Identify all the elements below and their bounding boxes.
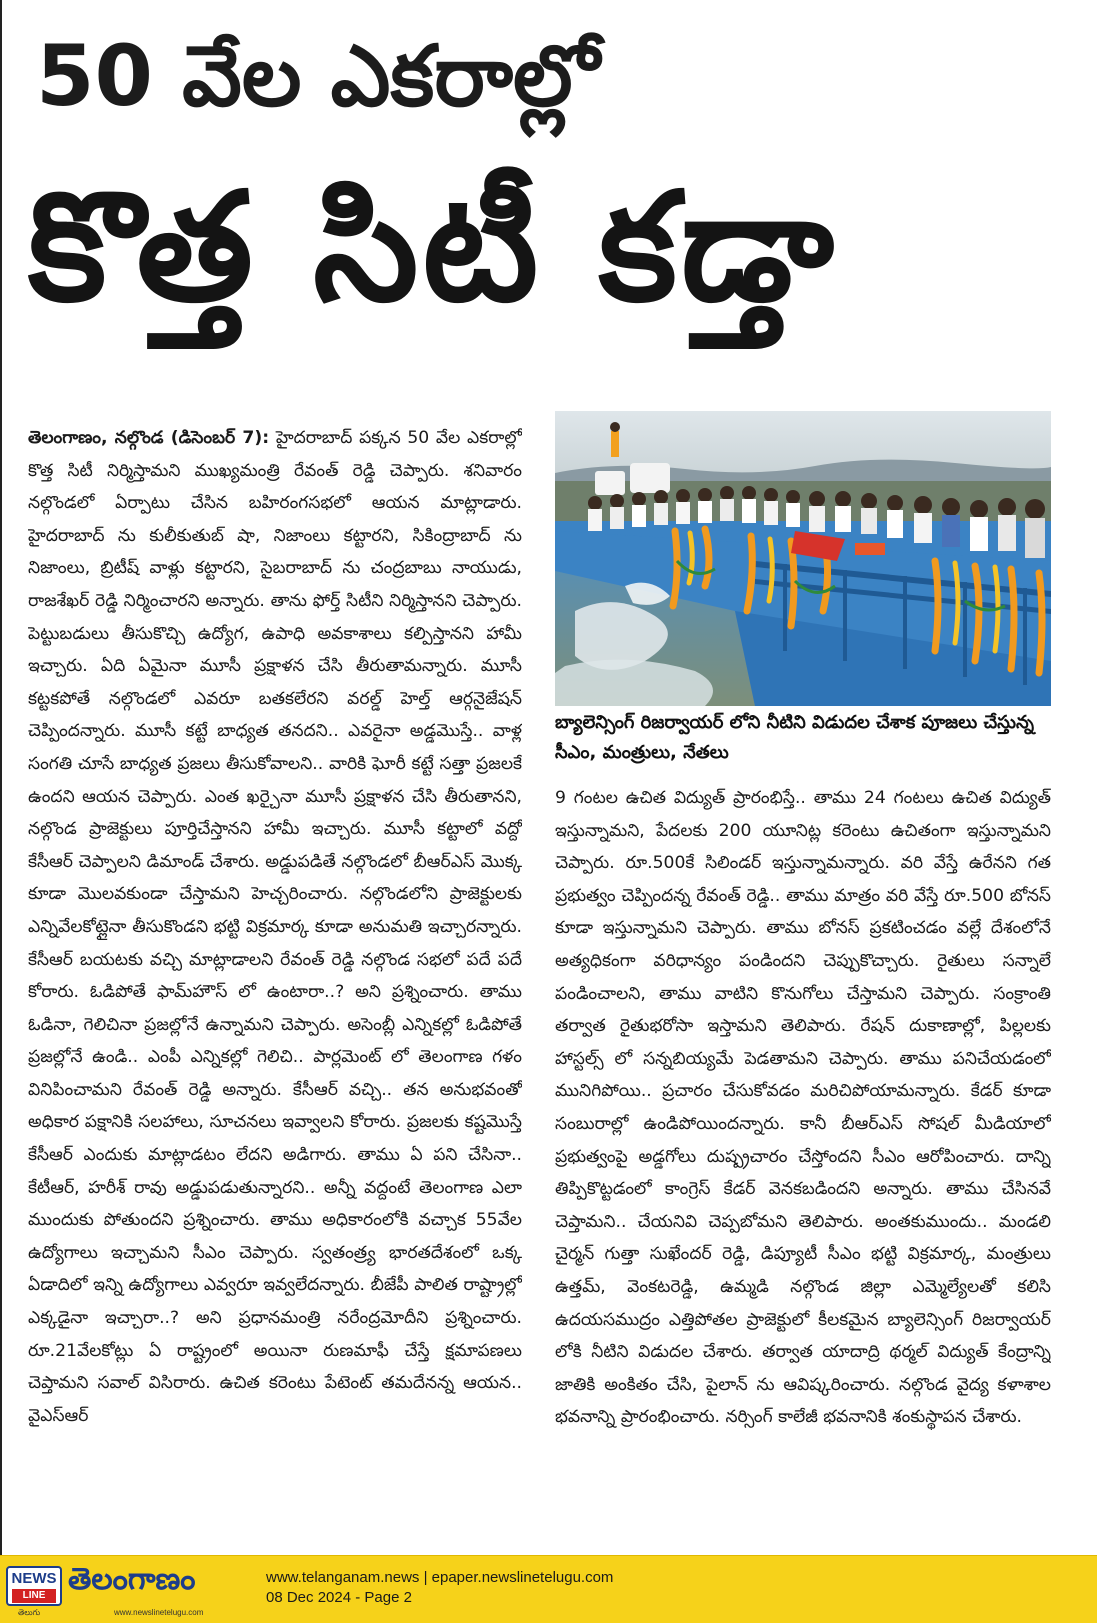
article-left-column (28, 422, 522, 1532)
news-photo (555, 411, 1051, 706)
footer-links[interactable]: www.telanganam.news | epaper.newslinetelugu.com (266, 1569, 614, 1586)
footer-info (266, 1568, 613, 1608)
footer-date-page: 08 Dec 2024 - Page 2 (266, 1589, 412, 1606)
logo-telugu-text: తెలుగు (18, 1608, 41, 1617)
news-line-badge (6, 1566, 62, 1606)
newsline-logo[interactable] (6, 1562, 246, 1618)
logo-line-text: LINE (12, 1589, 56, 1603)
photo-caption: బ్యాలెన్సింగ్ రిజర్వాయర్ లోని నీటిని విడుదల చేశాక పూజలు చేస్తున్న సీఎం, మంత్రులు, నేతలు (555, 712, 1034, 763)
logo-url: www.newslinetelugu.com (114, 1608, 204, 1617)
article-body-left: హైదరాబాద్ పక్కన 50 వేల ఎకరాల్లో కొత్త సిటీ నిర్మిస్తామని ముఖ్యమంత్రి రేవంత్ రెడ్డి చెప్పారు. శనివారం నల్గొండలో ఏర్పాటు చేసిన బహిరంగసభలో ఆయన మాట్లాడారు. హైదరాబాద్ ను కులీకుతుబ్ షా, నిజాంలు కట్టారని, సికింద్రాబాద్ ను నిజాంలు, బ్రిటీష్ వాళ్లు కట్టారని, సైబరాబాద్ ను చంద్రబాబు నాయుడు, రాజశేఖర్ రెడ్డి నిర్మించారని అన్నారు. తాను ఫోర్త్ సిటీని నిర్మిస్తానని చెప్పారు. పెట్టుబడులు తీసుకొచ్చి ఉద్యోగ, ఉపాధి అవకాశాలు కల్పిస్తానని హామీ ఇచ్చారు. ఏది ఏమైనా మూసీ ప్రక్షాళన చేసి తీరుతామన్నారు. మూసీ కట్టకపోతే నల్గొండలో ఎవరూ బతకలేరని వరల్డ్ హెల్త్ ఆర్గనైజేషన్ చెప్పిందన్నారు. మూసీ కట్టే బాధ్యత తనదని.. ఎవరైనా అడ్డమొస్తే.. వాళ్ల సంగతి చూసే బాధ్యత ప్రజలు తీసుకోవాలని.. వారికి ఘోరీ కట్టే సత్తా ప్రజలకే ఉందని ఆయన చెప్పారు. ఎంత ఖర్చైనా మూసీ ప్రక్షాళన చేసి తీరుతానని, నల్గొండ ప్రాజెక్టులు పూర్తిచేస్తానని హామీ ఇచ్చారు. మూసీ కట్టాలో వద్దో కేసీఆర్ చెప్పాలని డిమాండ్ చేశారు. అడ్డుపడితే నల్గొండలో బీఆర్ఎస్ మొక్క కూడా మొలవకుండా చేస్తామని హెచ్చరించారు. నల్గొండలోని ప్రాజెక్టులకు ఎన్నివేలకోట్లైనా తీసుకొండని భట్టి విక్రమార్క కూడా అనుమతి ఇచ్చారన్నారు. కేసీఆర్ బయటకు వచ్చి మాట్లాడాలని రేవంత్ రెడ్డి నల్గొండ సభలో పదే పదే కోరారు. ఓడిపోతే ఫామ్‌హౌస్ లో ఉంటారా..? అని ప్రశ్నించారు. తాము ఓడినా, గెలిచినా ప్రజల్లోనే ఉన్నామని చెప్పారు. అసెంబ్లీ ఎన్నికల్లో ఓడిపోతే ప్రజల్లోనే ఉండి.. ఎంపీ ఎన్నికల్లో గెలిచి.. పార్లమెంట్ లో తెలంగాణ గళం వినిపించామని రేవంత్ రెడ్డి అన్నారు. కేసీఆర్ వచ్చి.. తన అనుభవంతో అధికార పక్షానికి సలహాలు, సూచనలు ఇవ్వాలని కోరారు. ప్రజలకు కష్టమొస్తే కేసీఆర్ ఎందుకు మాట్లాడటం లేదని అడిగారు. తాము ఏ పని చేసినా.. కేటీఆర్, హరీశ్ రావు అడ్డుపడుతున్నారని.. అన్నీ వద్దంటే తెలంగాణ ఎలా ముందుకు పోతుందని ప్రశ్నించారు. తాము అధికారంలోకి వచ్చాక 55వేల ఉద్యోగాలు ఇచ్చామని సీఎం చెప్పారు. స్వతంత్ర్య భారతదేశంలో ఒక్క ఏడాదిలో ఇన్ని ఉద్యోగాలు ఎవ్వరూ ఇవ్వలేదన్నారు. బీజేపీ పాలిత రాష్ట్రాల్లో ఎక్కడైనా ఇచ్చారా..? అని ప్రధానమంత్రి నరేంద్రమోదీని ప్రశ్నించారు. రూ.21వేలకోట్లు ఏ రాష్ట్రంలో అయినా రుణమాఫీ చేస్తే క్షమాపణలు చెప్తామని సవాల్ విసిరారు. ఉచిత కరెంటు పేటెంట్ తమదేనన్న ఆయన.. వైఎస్ఆర్ (28, 428, 522, 1426)
reservoir-ceremony-image (555, 411, 1051, 706)
article-body-right: 9 గంటల ఉచిత విద్యుత్ ప్రారంభిస్తే.. తాము 24 గంటలు ఉచిత విద్యుత్ ఇస్తున్నామని, పేదలకు 200 యూనిట్ల కరెంటు ఉచితంగా ఇస్తున్నామని చెప్పారు. రూ.500కే సిలిండర్ ఇస్తున్నామన్నారు. వరి వేస్తే ఉరేనని గత ప్రభుత్వం చెప్పిందన్న రేవంత్ రెడ్డి.. తాము మాత్రం వరి వేస్తే రూ.500 బోనస్ కూడా ఇస్తున్నామని చెప్పారు. తాము బోనస్ ప్రకటించడం వల్లే దేశంలోనే అత్యధికంగా వరిధాన్యం పండిందని చెప్పుకొచ్చారు. రైతులు సన్నాలే పండించాలని, తాము వాటిని కొనుగోలు చేస్తామని చెప్పారు. సంక్రాంతి తర్వాత రైతుభరోసా ఇస్తామని తెలిపారు. రేషన్ దుకాణాల్లో, పిల్లలకు హాస్టల్స్ లో సన్నబియ్యమే పెడతామని చెప్పారు. తాము పనిచేయడంలో మునిగిపోయి.. ప్రచారం చేసుకోవడం మరిచిపోయామన్నారు. కేడర్ కూడా సంబురాల్లో ఉండిపోయిందన్నారు. కానీ బీఆర్ఎస్ సోషల్ మీడియాలో ప్రభుత్వంపై అడ్డగోలు దుష్ప్రచారం చేస్తోందని సీఎం ఆరోపించారు. దాన్ని తిప్పికొట్టడంలో కాంగ్రెస్ కేడర్ వెనకబడిందని అన్నారు. తాము చేసినవే చెప్తామని.. చేయనివి చెప్పబోమని తెలిపారు. అంతకుముందు.. మండలి చైర్మన్ గుత్తా సుఖేందర్ రెడ్డి, డిప్యూటీ సీఎం భట్టి విక్రమార్క, మంత్రులు ఉత్తమ్, వెంకటరెడ్డి, ఉమ్మడి నల్గొండ జిల్లా ఎమ్మెల్యేలతో కలిసి ఉదయసముద్రం ఎత్తిపోతల ప్రాజెక్టులో కీలకమైన బ్యాలెన్సింగ్ రిజర్వాయర్ లోకి నీటిని విడుదల చేశారు. తర్వాత యాదాద్రి థర్మల్ విద్యుత్ కేంద్రాన్ని జాతికి అంకితం చేసి, పైలాన్ ను ఆవిష్కరించారు. నల్గొండ వైద్య కళాశాల భవనాన్ని ప్రారంభించారు. నర్సింగ్ కాలేజీ భవనానికి శంకుస్థాపన చేశారు. (555, 788, 1051, 1428)
logo-news-text: NEWS (11, 1570, 57, 1587)
headline-line-2: కొత్త సిటీ కడ్తా (28, 161, 838, 335)
dateline: తెలంగాణం, నల్గొండ (డిసెంబర్ 7): (28, 428, 270, 448)
article-right-column (555, 782, 1051, 1542)
brand-name: తెలంగాణం (68, 1562, 196, 1597)
headline (0, 0, 1097, 420)
headline-line-1: 50 వేల ఎకరాల్లో (36, 27, 600, 125)
footer-bar (0, 1555, 1097, 1623)
